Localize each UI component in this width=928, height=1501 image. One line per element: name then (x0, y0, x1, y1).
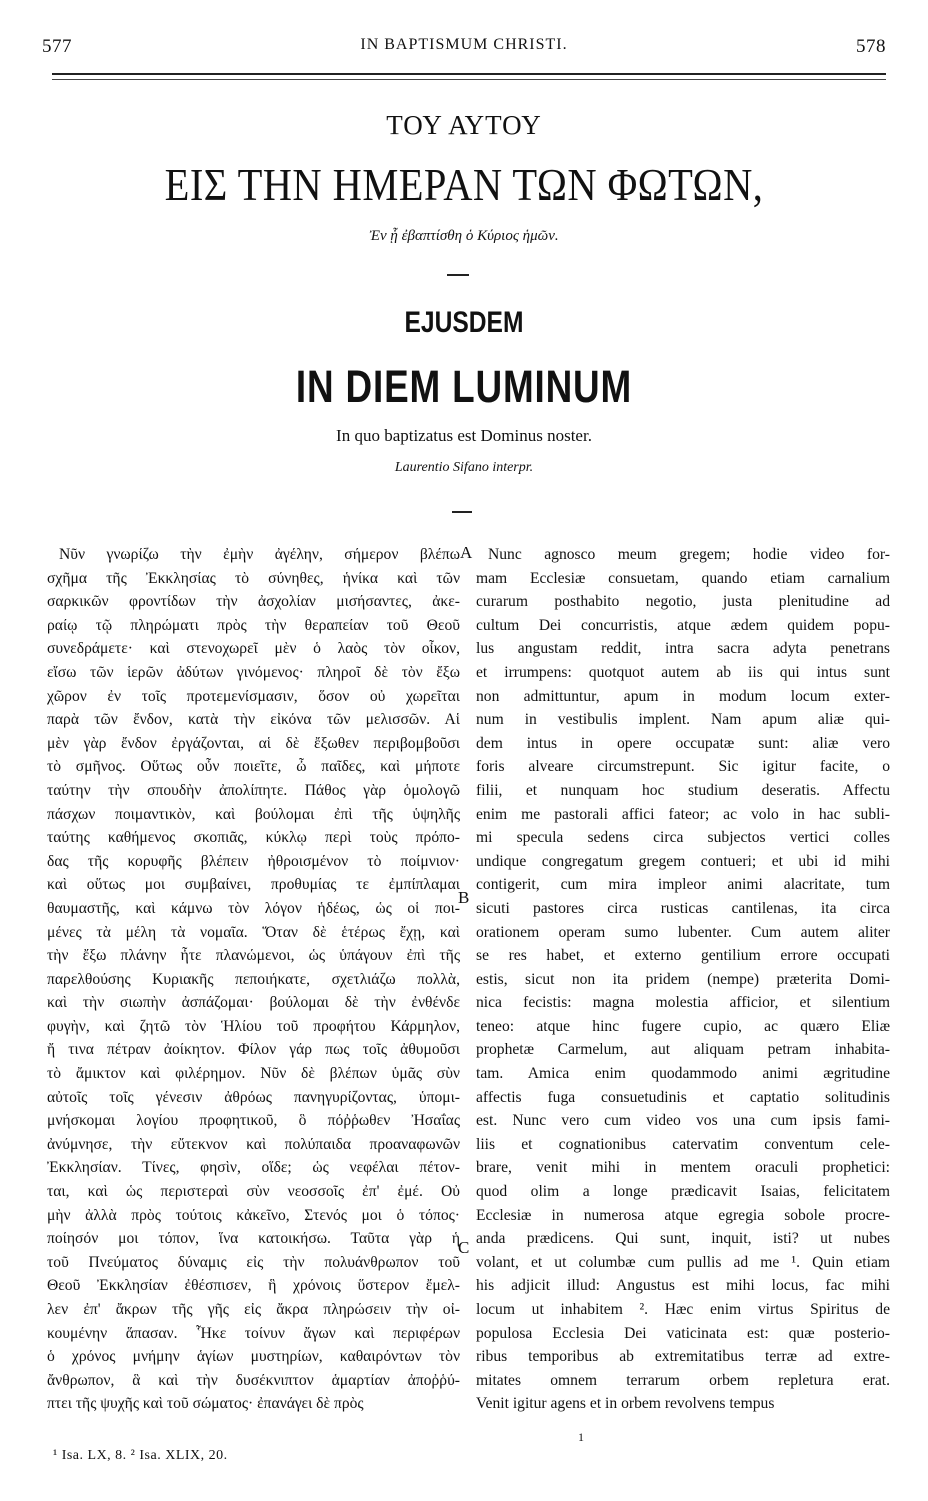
interpreter-credit: Laurentio Sifano interpr. (394, 460, 534, 475)
greek-text-line: θαυμαστῆς, καὶ κάμνω τὸν λόγον ἡδέως, ὡς οἱ ποι- (47, 899, 460, 917)
greek-text-line: ἄνθρωπον, ἃ καὶ τὴν δυσέκνιπτον ἁμαρτίαν ἀποῤῥύ- (47, 1371, 460, 1389)
section-dash (447, 274, 469, 276)
greek-text-line: μὴν ἀλλὰ πρὸς τούτοις κἀκεῖνο, Στενός μοι ὁ τόπος· (47, 1206, 460, 1224)
greek-text-line: αὐτοῖς τοῖς γένεσιν ἀθρόως πανηγυρίζοντας, ὑπομι- (47, 1088, 460, 1106)
greek-text-line: ταύτης καθήμενος σκοπιᾶς, κύκλῳ περὶ τοὺς πρόπο- (47, 829, 460, 847)
latin-text-line: prophetæ Carmelum, aut aliquam petram inhabita- (476, 1041, 890, 1059)
running-title: IN BAPTISMUM CHRISTI. (360, 36, 568, 53)
latin-text-line: undique congregatum gregem contueri; et ubi id mihi (476, 852, 890, 870)
margin-marker-b: B (458, 888, 470, 907)
greek-text-line: καὶ οὕτως μοι συμβαίνει, προθυμίας τε ἐμπίπλαμαι (47, 876, 460, 894)
greek-text-line: πτει τῆς ψυχῆς καὶ τοῦ σώματος· ἐπανάγει δὲ πρὸς (47, 1395, 364, 1413)
section-dash (452, 511, 472, 513)
latin-text-line: mitates omnem terrarum orbem repletura erat. (476, 1371, 890, 1389)
greek-text-line: παρελθούσης Κυριακῆς πεποιήκατε, σχετλιάζω πολλὰ, (47, 970, 460, 988)
greek-text-line: ποίησόν μοι τόπον, ἵνα κατοικήσω. Ταῦτα γὰρ ἡ (47, 1230, 460, 1248)
footnotes: ¹ Isa. LX, 8. ² Isa. XLIX, 20. (53, 1448, 228, 1463)
greek-text-line: λεν ἐπ' ἄκρων τῆς γῆς εἰς ἄκρα πληρώσειν τὴν οἰ- (47, 1301, 460, 1318)
greek-text-line: φυγὴν, καὶ ζητῶ τὸν Ἡλίου τοῦ προφήτου Κάρμηλον, (47, 1017, 460, 1035)
latin-text-line: num in vestibulis implent. Nam apum aliæ qui- (476, 711, 890, 729)
latin-text-line: filii, et nunquam hoc studium deseratis. Affectu (476, 781, 890, 799)
latin-text-line: quod olim a longe prædicavit Isaias, felicitatem (476, 1183, 890, 1201)
latin-text-line: curarum posthabito negotio, justa plenitudine ad (476, 593, 890, 611)
latin-text-line: ribus temporibus ab extremitatibus terræ ad extre- (476, 1348, 890, 1366)
latin-text-line: Nunc agnosco meum gregem; hodie video for- (488, 546, 890, 563)
greek-text-line: ραίῳ τῷ πληρώματι πρὸς τὴν θεραπείαν τοῦ Θεοῦ (47, 616, 460, 634)
greek-text-line: σαρκικῶν φροντίδων τὴν ἀσχολίαν μισήσαντες, ἀκε- (47, 593, 460, 611)
latin-title-line1: EJUSDEM (404, 306, 524, 339)
greek-text-line: παρὰ τῶν ἔνδον, κατὰ τὴν εἰκόνα τῶν μελισσῶν. Αἱ (47, 711, 460, 729)
latin-text-line: estis, sicut non ita pridem (nempe) præterita Domi- (476, 970, 890, 988)
header-rule-thin (52, 79, 886, 80)
latin-text-line: his adjicit illud: Angustus est mihi locus, fac mihi (476, 1277, 890, 1295)
latin-text-line: foris alveare circumstrepunt. Sic igitur facite, o (476, 758, 890, 776)
latin-text-line: teneo: atque hinc fugere cupio, ac quæro Eliæ (476, 1017, 890, 1035)
greek-text-line: Νῦν γνωρίζω τὴν ἐμὴν ἀγέλην, σήμερον βλέπω (59, 546, 460, 563)
greek-text-line: συνεδράμετε· καὶ στενοχωρεῖ μὲν ὁ λαὸς τὸν οἶκον, (47, 640, 460, 658)
latin-text-line: lus angustam reddit, intra sacra adyta penetrans (476, 640, 890, 658)
page-number-right: 578 (856, 36, 886, 57)
latin-text-line: liis et cognationibus catervatim conventum cele- (476, 1135, 890, 1153)
greek-text-line: χῶρον ἐν τοῖς προτεμενίσμασιν, ὅσον οὐ χωρεῖται (47, 687, 460, 705)
latin-text-line: dem intus in opere occupatæ sunt: aliæ vero (476, 734, 890, 752)
greek-text-line: πάσχων ποιμαντικὸν, καὶ βούλομαι ἐπὶ τῆς ὑψηλῆς (47, 805, 460, 823)
latin-text-line: se res habet, et externo gentilium errore occupati (476, 947, 890, 965)
latin-column (476, 543, 890, 1416)
greek-text-line: ἤ τινα πέτραν ἀοίκητον. Φίλον γάρ πως τοῖς ἀθυμοῦσι (47, 1041, 460, 1059)
greek-text-line: τὸ σμῆνος. Οὕτως οὖν ποιεῖτε, ὦ παῖδες, καὶ μήποτε (47, 758, 460, 776)
latin-text-line: nica fecistis: magna molestia afficior, et silentium (476, 994, 890, 1012)
latin-text-line: anda prædicens. Qui sunt, inquit, isti? ut nubes (476, 1230, 890, 1248)
greek-title-line2: ΕΙΣ ΤΗΝ ΗΜΕΡΑΝ ΤΩΝ ΦΩΤΩΝ, (164, 159, 764, 210)
page-number-left: 577 (42, 36, 72, 57)
header-rule-thick (52, 73, 886, 75)
latin-title-line2: IN DIEM LUMINUM (295, 361, 633, 412)
greek-text-line: σχῆμα τῆς Ἐκκλησίας τὸ σύνηθες, ἡνίκα καὶ τῶν (47, 569, 460, 587)
greek-text-line: ταύτην τὴν σπουδὴν ἀπολίπητε. Πάθος γὰρ ὁμολογῶ (47, 781, 460, 799)
latin-text-line: Venit igitur agens et in orbem revolvens tempus (476, 1395, 775, 1413)
latin-text-line: Ecclesiæ in numerosa atque egregia sobole procre- (476, 1206, 890, 1224)
latin-text-line: non admittuntur, apum in modum locum exter- (476, 687, 890, 705)
greek-text-line: Θεοῦ Ἐκκλησίαν ἐθέσπισεν, ἣ χρόνοις ὕστερον ἔμελ- (47, 1277, 460, 1295)
margin-marker-c: C (458, 1238, 470, 1257)
latin-text-line: enim me pastorali affici fateor; ac volo in hac subli- (476, 805, 890, 823)
greek-text-line: κουμένην ἅπασαν. Ἧκε τοίνυν ἄγων καὶ περιφέρων (47, 1324, 460, 1342)
latin-text-line: orationem operam sumo lubenter. Cum autem aliter (476, 923, 890, 941)
greek-text-line: μὲν γὰρ ἔνδον ἐργάζονται, αἱ δὲ ἔξωθεν περιβομβοῦσι (47, 734, 460, 752)
signature-mark: 1 (578, 1430, 584, 1444)
greek-text-line: ἀνύμνησε, τὴν εὔτεκνον καὶ πολύπαιδα προαναφωνῶν (47, 1135, 460, 1153)
greek-text-line: Ἐκκλησίαν. Τίνες, φησὶν, οἵδε; ὡς νεφέλαι πέτον- (47, 1159, 460, 1177)
greek-text-line: εἴσω τῶν ἱερῶν ἀδύτων γινόμενος· πληροῖ δὲ τὸν ἔξω (47, 663, 460, 681)
greek-text-line: μνήσκομαι λογίου προφητικοῦ, ὃ πόῤῥωθεν Ἠσαΐας (47, 1112, 460, 1130)
greek-text-line: ὁ χρόνος μνήμην ἁγίων μυστηρίων, καθαιρόντων τὸν (47, 1348, 460, 1366)
latin-text-line: volant, et ut columbæ cum pullis ad me ¹. Quin etiam (476, 1253, 890, 1271)
greek-text-line: καὶ τὴν σιωπὴν ἀσπάζομαι· βούλομαι δὲ τὴν ἐνθένδε (47, 994, 460, 1012)
latin-text-line: mi specula sedens circa subjectos vertici colles (476, 829, 890, 847)
latin-text-line: populosa Ecclesia Dei vaticinata est: quæ posterio- (476, 1324, 890, 1342)
latin-text-line: mam Ecclesiæ consuetam, quando etiam carnalium (476, 569, 890, 587)
greek-subtitle: Ἐν ᾗ ἐβαπτίσθη ὁ Κύριος ἡμῶν. (369, 228, 559, 244)
latin-text-line: locum ut inhabitem ². Hæc enim virtus Spiritus de (476, 1301, 890, 1318)
latin-text-line: cultum Dei concurristis, atque ædem quidem popu- (476, 616, 890, 634)
greek-text-line: τὸ ἄμικτον καὶ φιλέρημον. Νῦν δὲ βλέπων ὑμᾶς σὺν (47, 1065, 460, 1083)
latin-text-line: brare, venit mihi in mentem oraculi prophetici: (476, 1159, 890, 1177)
greek-text-line: τὴν ἔξω πλάνην ἦτε πλανώμενοι, ὡς ὑπάγουν ἐπὶ τῆς (47, 947, 460, 965)
greek-column (47, 543, 460, 1416)
greek-title-line1: ΤΟΥ ΑΥΤΟΥ (386, 110, 542, 140)
latin-subtitle: In quo baptizatus est Dominus noster. (336, 426, 592, 445)
latin-text-line: et irrumpens: quotquot autem ab iis qui intus sunt (476, 663, 890, 681)
greek-text-line: τοῦ Πνεύματος δύναμις εἰς τὴν πολυάνθρωπον τοῦ (47, 1253, 460, 1271)
greek-text-line: δας τῆς κορυφῆς βλέπειν ἠθροισμένον τὸ ποίμνιον· (47, 852, 460, 870)
latin-text-line: tam. Amica enim quodammodo animi ægritudine (476, 1065, 890, 1083)
running-header (42, 36, 886, 60)
greek-text-line: ται, καὶ ὡς περιστεραὶ σὺν νεοσσοῖς ἐπ' ἐμέ. Οὐ (47, 1183, 460, 1201)
latin-text-line: sicuti pastores circa rusticas cantilenas, ita circa (476, 899, 890, 917)
latin-text-line: est. Nunc vero cum video vos una cum ipsis fami- (476, 1112, 890, 1130)
greek-text-line: μένες τὰ μέλη τὰ νομαῖα. Ὅταν δὲ ἑτέρως ἔχῃ, καὶ (47, 923, 460, 941)
margin-marker-a: A (460, 543, 473, 562)
latin-text-line: contigerit, cum mira impleor animi alacritate, tum (476, 876, 890, 894)
latin-text-line: affectis fuga consuetudinis et captatio solitudinis (476, 1088, 890, 1106)
